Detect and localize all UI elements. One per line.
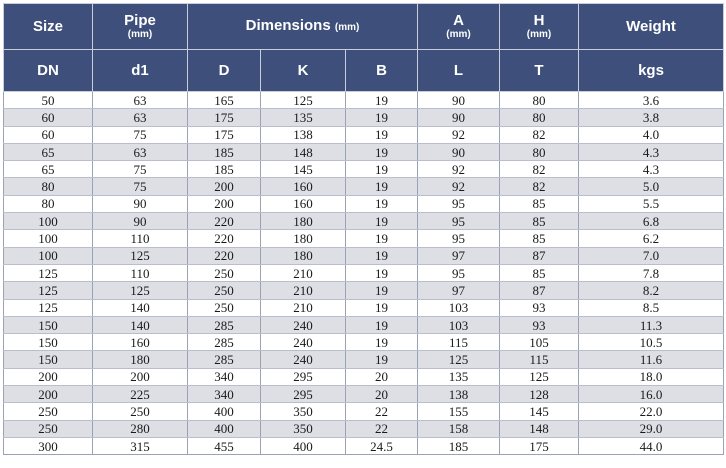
table-row [4,351,724,368]
cell-dn: 80 [4,195,93,212]
cell-b: 22 [346,403,418,420]
cell-t: 85 [500,195,579,212]
cell-t: 85 [500,264,579,281]
cell-l: 95 [418,230,500,247]
cell-l: 95 [418,195,500,212]
cell-t: 82 [500,178,579,195]
cell-d1: 160 [93,334,188,351]
cell-d1: 63 [93,143,188,160]
cell-t: 85 [500,213,579,230]
cell-dn: 50 [4,92,93,109]
cell-l: 97 [418,282,500,299]
cell-k: 135 [261,109,346,126]
cell-dn: 100 [4,247,93,264]
cell-b: 20 [346,368,418,385]
col-header-pipe: Pipe (mm) [93,4,188,50]
cell-l: 92 [418,126,500,143]
cell-dn: 250 [4,420,93,437]
subheader-l: L [418,50,500,92]
table-row [4,334,724,351]
pipe-unit: (mm) [127,29,153,40]
cell-d: 185 [188,161,261,178]
cell-dn: 200 [4,368,93,385]
cell-t: 80 [500,143,579,160]
col-header-size: Size [4,4,93,50]
cell-d: 400 [188,420,261,437]
cell-b: 19 [346,109,418,126]
cell-l: 158 [418,420,500,437]
cell-l: 103 [418,316,500,333]
cell-k: 180 [261,230,346,247]
cell-k: 350 [261,403,346,420]
cell-kgs: 4.3 [579,161,724,178]
cell-kgs: 3.6 [579,92,724,109]
cell-dn: 65 [4,143,93,160]
cell-k: 400 [261,437,346,454]
cell-k: 295 [261,386,346,403]
cell-d: 285 [188,316,261,333]
cell-b: 22 [346,420,418,437]
cell-kgs: 18.0 [579,368,724,385]
cell-b: 19 [346,126,418,143]
cell-k: 210 [261,264,346,281]
subheader-t: T [500,50,579,92]
cell-l: 135 [418,368,500,385]
cell-t: 80 [500,109,579,126]
cell-d1: 315 [93,437,188,454]
cell-d1: 63 [93,92,188,109]
cell-l: 97 [418,247,500,264]
a-unit: (mm) [446,29,471,40]
cell-l: 90 [418,143,500,160]
cell-t: 128 [500,386,579,403]
table-row [4,264,724,281]
cell-d1: 140 [93,299,188,316]
table-row [4,368,724,385]
cell-dn: 80 [4,178,93,195]
cell-kgs: 7.8 [579,264,724,281]
table-row [4,126,724,143]
cell-d: 455 [188,437,261,454]
cell-kgs: 10.5 [579,334,724,351]
cell-d1: 90 [93,195,188,212]
flange-dimensions-table [3,3,724,455]
cell-b: 19 [346,334,418,351]
cell-b: 19 [346,92,418,109]
cell-kgs: 29.0 [579,420,724,437]
cell-d: 185 [188,143,261,160]
col-header-h: H (mm) [500,4,579,50]
cell-d: 165 [188,92,261,109]
cell-d1: 75 [93,126,188,143]
cell-l: 95 [418,213,500,230]
cell-b: 19 [346,143,418,160]
cell-b: 19 [346,230,418,247]
cell-t: 85 [500,230,579,247]
cell-k: 350 [261,420,346,437]
cell-dn: 150 [4,316,93,333]
cell-kgs: 5.0 [579,178,724,195]
cell-d1: 125 [93,247,188,264]
col-header-a: A (mm) [418,4,500,50]
cell-t: 125 [500,368,579,385]
cell-t: 82 [500,126,579,143]
cell-kgs: 22.0 [579,403,724,420]
cell-kgs: 5.5 [579,195,724,212]
cell-kgs: 11.3 [579,316,724,333]
cell-d: 400 [188,403,261,420]
table-row [4,299,724,316]
cell-d: 340 [188,386,261,403]
cell-b: 19 [346,178,418,195]
col-header-weight: Weight [579,4,724,50]
table-row [4,403,724,420]
table-row [4,213,724,230]
cell-kgs: 44.0 [579,437,724,454]
cell-b: 19 [346,213,418,230]
table-row [4,161,724,178]
cell-dn: 125 [4,299,93,316]
cell-d: 175 [188,126,261,143]
cell-kgs: 6.8 [579,213,724,230]
cell-l: 125 [418,351,500,368]
cell-d1: 140 [93,316,188,333]
dimensions-unit: (mm) [334,22,360,33]
cell-d1: 75 [93,161,188,178]
cell-k: 145 [261,161,346,178]
cell-kgs: 8.2 [579,282,724,299]
cell-kgs: 8.5 [579,299,724,316]
cell-k: 210 [261,282,346,299]
cell-d1: 200 [93,368,188,385]
cell-d1: 110 [93,230,188,247]
cell-b: 24.5 [346,437,418,454]
cell-b: 19 [346,351,418,368]
subheader-dn: DN [4,50,93,92]
cell-t: 145 [500,403,579,420]
subheader-d: D [188,50,261,92]
cell-d1: 90 [93,213,188,230]
table-row [4,247,724,264]
cell-l: 155 [418,403,500,420]
cell-d: 250 [188,264,261,281]
cell-b: 19 [346,161,418,178]
cell-d: 220 [188,230,261,247]
cell-t: 115 [500,351,579,368]
cell-l: 95 [418,264,500,281]
table-row [4,437,724,454]
cell-dn: 250 [4,403,93,420]
cell-k: 148 [261,143,346,160]
table-row [4,282,724,299]
cell-b: 20 [346,386,418,403]
table-row [4,420,724,437]
cell-t: 93 [500,316,579,333]
cell-l: 90 [418,92,500,109]
cell-k: 180 [261,247,346,264]
table-row [4,230,724,247]
h-unit: (mm) [526,29,552,40]
cell-d: 175 [188,109,261,126]
cell-k: 295 [261,368,346,385]
cell-d: 220 [188,247,261,264]
cell-l: 90 [418,109,500,126]
cell-k: 180 [261,213,346,230]
col-header-dimensions: Dimensions (mm) [188,4,418,50]
cell-dn: 65 [4,161,93,178]
cell-dn: 300 [4,437,93,454]
cell-dn: 60 [4,109,93,126]
cell-kgs: 4.3 [579,143,724,160]
cell-d: 340 [188,368,261,385]
cell-k: 240 [261,316,346,333]
cell-d1: 225 [93,386,188,403]
subheader-k: K [261,50,346,92]
cell-kgs: 11.6 [579,351,724,368]
cell-k: 240 [261,334,346,351]
table-row [4,143,724,160]
cell-b: 19 [346,316,418,333]
header-row [4,4,724,50]
cell-k: 138 [261,126,346,143]
cell-t: 82 [500,161,579,178]
cell-dn: 150 [4,334,93,351]
cell-d1: 63 [93,109,188,126]
cell-l: 115 [418,334,500,351]
table-row [4,195,724,212]
cell-k: 160 [261,195,346,212]
cell-d: 200 [188,195,261,212]
cell-dn: 100 [4,213,93,230]
cell-b: 19 [346,282,418,299]
cell-t: 93 [500,299,579,316]
cell-t: 175 [500,437,579,454]
cell-l: 92 [418,178,500,195]
cell-kgs: 3.8 [579,109,724,126]
cell-dn: 125 [4,264,93,281]
cell-t: 80 [500,92,579,109]
cell-d1: 125 [93,282,188,299]
cell-d: 250 [188,282,261,299]
cell-kgs: 6.2 [579,230,724,247]
cell-t: 148 [500,420,579,437]
cell-d: 285 [188,351,261,368]
cell-l: 103 [418,299,500,316]
subheader-b: B [346,50,418,92]
cell-d: 250 [188,299,261,316]
table-row [4,316,724,333]
cell-dn: 60 [4,126,93,143]
cell-b: 19 [346,247,418,264]
subheader-row [4,50,724,92]
table-body [4,92,724,455]
cell-kgs: 7.0 [579,247,724,264]
subheader-d1: d1 [93,50,188,92]
cell-l: 92 [418,161,500,178]
cell-d1: 110 [93,264,188,281]
cell-t: 87 [500,247,579,264]
cell-kgs: 4.0 [579,126,724,143]
cell-dn: 100 [4,230,93,247]
cell-t: 87 [500,282,579,299]
cell-d: 285 [188,334,261,351]
cell-d1: 180 [93,351,188,368]
table-row [4,92,724,109]
cell-k: 160 [261,178,346,195]
cell-kgs: 16.0 [579,386,724,403]
cell-d: 220 [188,213,261,230]
cell-k: 240 [261,351,346,368]
table-row [4,386,724,403]
subheader-kgs: kgs [579,50,724,92]
cell-b: 19 [346,299,418,316]
cell-dn: 150 [4,351,93,368]
cell-dn: 200 [4,386,93,403]
cell-k: 125 [261,92,346,109]
cell-t: 105 [500,334,579,351]
cell-b: 19 [346,264,418,281]
cell-d1: 280 [93,420,188,437]
cell-d1: 75 [93,178,188,195]
cell-b: 19 [346,195,418,212]
cell-k: 210 [261,299,346,316]
cell-dn: 125 [4,282,93,299]
table-row [4,178,724,195]
cell-d1: 250 [93,403,188,420]
cell-l: 138 [418,386,500,403]
cell-l: 185 [418,437,500,454]
cell-d: 200 [188,178,261,195]
table-row [4,109,724,126]
